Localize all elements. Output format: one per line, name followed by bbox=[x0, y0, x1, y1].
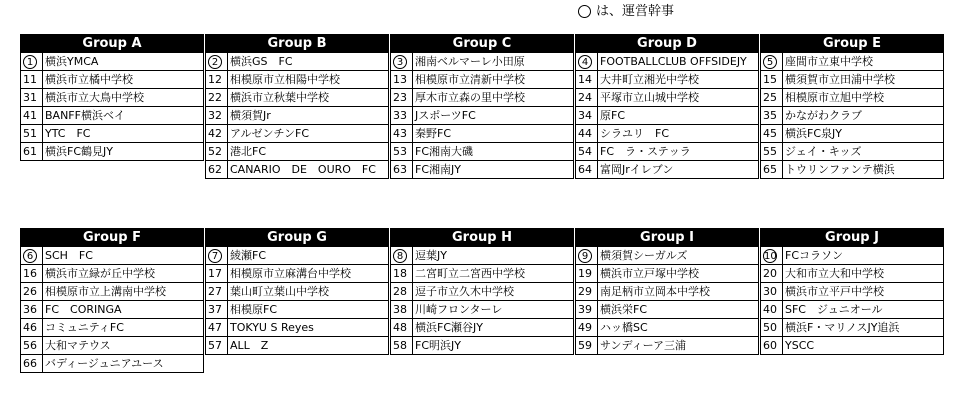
number-text: 57 bbox=[208, 339, 222, 352]
team-name: 大和市立大和中学校 bbox=[783, 265, 944, 283]
team-row bbox=[206, 143, 389, 161]
team-name: 横浜F・マリノスJY追浜 bbox=[783, 319, 944, 337]
group-table bbox=[205, 34, 389, 179]
number-text: 35 bbox=[763, 109, 777, 122]
team-name: 相模原市立麻溝台中学校 bbox=[228, 265, 389, 283]
number-text: 63 bbox=[393, 163, 407, 176]
team-name: 秦野FC bbox=[413, 125, 574, 143]
team-number bbox=[391, 319, 413, 337]
number-text: 60 bbox=[763, 339, 777, 352]
team-name: 相模原市立相陽中学校 bbox=[228, 71, 389, 89]
team-number bbox=[206, 107, 228, 125]
team-row bbox=[21, 301, 204, 319]
team-row bbox=[21, 355, 204, 373]
team-number bbox=[206, 89, 228, 107]
team-number bbox=[206, 265, 228, 283]
circled-number: 3 bbox=[393, 55, 407, 69]
team-name: JスポーツFC bbox=[413, 107, 574, 125]
team-number bbox=[576, 143, 598, 161]
number-text: 29 bbox=[578, 285, 592, 298]
team-number bbox=[206, 301, 228, 319]
team-list bbox=[760, 52, 944, 179]
legend bbox=[578, 4, 674, 20]
team-number bbox=[761, 107, 783, 125]
team-name: かながわクラブ bbox=[783, 107, 944, 125]
team-row bbox=[576, 265, 759, 283]
team-list bbox=[20, 246, 204, 373]
number-text: 44 bbox=[578, 127, 592, 140]
team-number bbox=[206, 71, 228, 89]
team-name: 相模原FC bbox=[228, 301, 389, 319]
number-text: 54 bbox=[578, 145, 592, 158]
team-name: ハッ橋SC bbox=[598, 319, 759, 337]
group-title: Group J bbox=[760, 228, 944, 246]
team-name: 横浜市立平戸中学校 bbox=[783, 283, 944, 301]
team-name: ジェイ・キッズ bbox=[783, 143, 944, 161]
team-row bbox=[761, 71, 944, 89]
team-number bbox=[576, 125, 598, 143]
team-row bbox=[391, 265, 574, 283]
team-row bbox=[206, 161, 389, 179]
team-row bbox=[576, 53, 759, 71]
number-text: 13 bbox=[393, 73, 407, 86]
circled-number: 7 bbox=[208, 249, 222, 263]
number-text: 65 bbox=[763, 163, 777, 176]
team-name: ALL Z bbox=[228, 337, 389, 355]
number-text: 52 bbox=[208, 145, 222, 158]
team-row bbox=[761, 107, 944, 125]
team-row bbox=[761, 265, 944, 283]
team-row bbox=[761, 53, 944, 71]
circled-number: 2 bbox=[208, 55, 222, 69]
team-row bbox=[206, 337, 389, 355]
team-name: 座間市立東中学校 bbox=[783, 53, 944, 71]
number-text: 64 bbox=[578, 163, 592, 176]
number-text: 41 bbox=[23, 109, 37, 122]
team-number bbox=[761, 71, 783, 89]
team-row bbox=[21, 283, 204, 301]
team-row bbox=[206, 71, 389, 89]
team-name: トウリンファンテ横浜 bbox=[783, 161, 944, 179]
team-number bbox=[206, 247, 228, 265]
number-text: 56 bbox=[23, 339, 37, 352]
team-row bbox=[21, 89, 204, 107]
team-list bbox=[575, 246, 759, 355]
group-table bbox=[575, 34, 759, 179]
team-row bbox=[576, 161, 759, 179]
team-number bbox=[761, 337, 783, 355]
team-name: シラユリ FC bbox=[598, 125, 759, 143]
group-title: Group G bbox=[205, 228, 389, 246]
team-row bbox=[576, 247, 759, 265]
team-name: FCコラソン bbox=[783, 247, 944, 265]
team-row bbox=[391, 125, 574, 143]
team-name: 横須賀市立田浦中学校 bbox=[783, 71, 944, 89]
team-name: 横浜YMCA bbox=[43, 53, 204, 71]
team-row bbox=[391, 283, 574, 301]
team-number bbox=[21, 355, 43, 373]
team-row bbox=[391, 247, 574, 265]
team-row bbox=[21, 125, 204, 143]
number-text: 34 bbox=[578, 109, 592, 122]
team-name: アルゼンチンFC bbox=[228, 125, 389, 143]
number-text: 26 bbox=[23, 285, 37, 298]
team-number bbox=[21, 319, 43, 337]
team-name: 湘南ベルマーレ小田原 bbox=[413, 53, 574, 71]
team-row bbox=[206, 301, 389, 319]
team-number bbox=[761, 265, 783, 283]
number-text: 16 bbox=[23, 267, 37, 280]
team-number bbox=[206, 53, 228, 71]
team-name: YTC FC bbox=[43, 125, 204, 143]
team-name: 横浜FC泉JY bbox=[783, 125, 944, 143]
team-row bbox=[761, 247, 944, 265]
team-row bbox=[391, 53, 574, 71]
team-name: サンディーア三浦 bbox=[598, 337, 759, 355]
team-number bbox=[576, 265, 598, 283]
team-name: 横浜栄FC bbox=[598, 301, 759, 319]
team-number bbox=[576, 71, 598, 89]
team-number bbox=[391, 265, 413, 283]
team-name: 横須賀Jr bbox=[228, 107, 389, 125]
team-row bbox=[761, 143, 944, 161]
team-name: 厚木市立森の里中学校 bbox=[413, 89, 574, 107]
team-name: 横浜市立緑が丘中学校 bbox=[43, 265, 204, 283]
group-title: Group H bbox=[390, 228, 574, 246]
team-number bbox=[391, 143, 413, 161]
number-text: 50 bbox=[763, 321, 777, 334]
team-number bbox=[761, 319, 783, 337]
team-name: 南足柄市立岡本中学校 bbox=[598, 283, 759, 301]
team-row bbox=[576, 125, 759, 143]
group-table bbox=[390, 228, 574, 355]
team-row bbox=[761, 337, 944, 355]
team-name: 大井町立湘光中学校 bbox=[598, 71, 759, 89]
team-row bbox=[761, 301, 944, 319]
team-name: YSCC bbox=[783, 337, 944, 355]
group-title: Group E bbox=[760, 34, 944, 52]
team-number bbox=[206, 319, 228, 337]
team-number bbox=[576, 247, 598, 265]
team-number bbox=[761, 161, 783, 179]
number-text: 33 bbox=[393, 109, 407, 122]
team-name: 大和マテウス bbox=[43, 337, 204, 355]
team-name: FOOTBALLCLUB OFFSIDEJY bbox=[598, 53, 759, 71]
number-text: 28 bbox=[393, 285, 407, 298]
group-title: Group F bbox=[20, 228, 204, 246]
team-name: 横浜市立戸塚中学校 bbox=[598, 265, 759, 283]
team-number bbox=[576, 53, 598, 71]
number-text: 15 bbox=[763, 73, 777, 86]
team-name: 横浜GS FC bbox=[228, 53, 389, 71]
group-table bbox=[760, 34, 944, 179]
team-row bbox=[206, 247, 389, 265]
team-number bbox=[21, 107, 43, 125]
team-row bbox=[21, 319, 204, 337]
team-number bbox=[576, 89, 598, 107]
number-text: 51 bbox=[23, 127, 37, 140]
circled-number: 1 bbox=[23, 55, 37, 69]
team-number bbox=[206, 143, 228, 161]
team-name: 綾瀬FC bbox=[228, 247, 389, 265]
team-name: 平塚市立山城中学校 bbox=[598, 89, 759, 107]
team-name: FC ラ・ステッラ bbox=[598, 143, 759, 161]
team-number bbox=[391, 161, 413, 179]
number-text: 38 bbox=[393, 303, 407, 316]
team-row bbox=[391, 107, 574, 125]
team-number bbox=[761, 247, 783, 265]
number-text: 22 bbox=[208, 91, 222, 104]
team-list bbox=[20, 52, 204, 161]
team-number bbox=[391, 107, 413, 125]
number-text: 46 bbox=[23, 321, 37, 334]
number-text: 48 bbox=[393, 321, 407, 334]
group-table bbox=[390, 34, 574, 179]
team-row bbox=[761, 125, 944, 143]
team-name: 横浜市立秋葉中学校 bbox=[228, 89, 389, 107]
team-number bbox=[576, 319, 598, 337]
team-number bbox=[391, 71, 413, 89]
team-name: TOKYU S Reyes bbox=[228, 319, 389, 337]
team-row bbox=[391, 71, 574, 89]
circled-number: 10 bbox=[764, 251, 777, 262]
number-text: 24 bbox=[578, 91, 592, 104]
group-table bbox=[575, 228, 759, 355]
team-row bbox=[761, 283, 944, 301]
team-row bbox=[391, 89, 574, 107]
team-row bbox=[761, 161, 944, 179]
team-name: 横須賀シーガルズ bbox=[598, 247, 759, 265]
number-text: 43 bbox=[393, 127, 407, 140]
number-text: 59 bbox=[578, 339, 592, 352]
number-text: 27 bbox=[208, 285, 222, 298]
team-number bbox=[21, 337, 43, 355]
team-row bbox=[391, 319, 574, 337]
number-text: 39 bbox=[578, 303, 592, 316]
number-text: 14 bbox=[578, 73, 592, 86]
number-text: 36 bbox=[23, 303, 37, 316]
team-number bbox=[21, 143, 43, 161]
team-number bbox=[761, 143, 783, 161]
number-text: 55 bbox=[763, 145, 777, 158]
team-row bbox=[391, 337, 574, 355]
team-row bbox=[21, 107, 204, 125]
number-text: 11 bbox=[23, 73, 37, 86]
number-text: 66 bbox=[23, 357, 37, 370]
number-text: 19 bbox=[578, 267, 592, 280]
team-number bbox=[391, 125, 413, 143]
team-name: 横浜FC鶴見JY bbox=[43, 143, 204, 161]
team-row bbox=[21, 71, 204, 89]
team-list bbox=[390, 52, 574, 179]
team-row bbox=[391, 143, 574, 161]
number-text: 61 bbox=[23, 145, 37, 158]
team-row bbox=[21, 265, 204, 283]
team-number bbox=[761, 283, 783, 301]
team-number bbox=[576, 301, 598, 319]
team-number bbox=[761, 125, 783, 143]
team-number bbox=[576, 337, 598, 355]
team-name: 原FC bbox=[598, 107, 759, 125]
number-text: 25 bbox=[763, 91, 777, 104]
group-table bbox=[20, 228, 204, 373]
group-table bbox=[20, 34, 204, 161]
team-name: FC CORINGA bbox=[43, 301, 204, 319]
circle-icon bbox=[578, 5, 591, 18]
legend-text: は、運営幹事 bbox=[596, 4, 675, 19]
team-number bbox=[206, 337, 228, 355]
team-name: 二宮町立二宮西中学校 bbox=[413, 265, 574, 283]
team-row bbox=[576, 283, 759, 301]
team-list bbox=[205, 246, 389, 355]
team-name: 相模原市立清新中学校 bbox=[413, 71, 574, 89]
team-number bbox=[206, 125, 228, 143]
number-text: 23 bbox=[393, 91, 407, 104]
team-row bbox=[576, 71, 759, 89]
team-row bbox=[761, 319, 944, 337]
team-row bbox=[206, 283, 389, 301]
group-title: Group C bbox=[390, 34, 574, 52]
team-number bbox=[21, 53, 43, 71]
number-text: 20 bbox=[763, 267, 777, 280]
group-table bbox=[205, 228, 389, 355]
team-number bbox=[21, 247, 43, 265]
team-number bbox=[206, 161, 228, 179]
team-row bbox=[391, 161, 574, 179]
team-name: 相模原市立旭中学校 bbox=[783, 89, 944, 107]
team-name: SCH FC bbox=[43, 247, 204, 265]
team-number bbox=[21, 301, 43, 319]
team-name: 港北FC bbox=[228, 143, 389, 161]
team-row bbox=[576, 319, 759, 337]
team-number bbox=[391, 247, 413, 265]
team-row bbox=[761, 89, 944, 107]
team-number bbox=[576, 107, 598, 125]
team-row bbox=[576, 107, 759, 125]
number-text: 31 bbox=[23, 91, 37, 104]
team-name: 富岡Jrイレブン bbox=[598, 161, 759, 179]
number-text: 62 bbox=[208, 163, 222, 176]
team-number bbox=[761, 89, 783, 107]
team-number bbox=[391, 283, 413, 301]
team-name: 相模原市立上溝南中学校 bbox=[43, 283, 204, 301]
team-name: 逗葉JY bbox=[413, 247, 574, 265]
team-number bbox=[391, 89, 413, 107]
number-text: 53 bbox=[393, 145, 407, 158]
group-title: Group B bbox=[205, 34, 389, 52]
circled-number: 4 bbox=[578, 55, 592, 69]
number-text: 42 bbox=[208, 127, 222, 140]
team-list bbox=[760, 246, 944, 355]
team-row bbox=[576, 143, 759, 161]
team-row bbox=[21, 143, 204, 161]
team-list bbox=[390, 246, 574, 355]
number-text: 45 bbox=[763, 127, 777, 140]
team-name: 逗子市立久木中学校 bbox=[413, 283, 574, 301]
number-text: 58 bbox=[393, 339, 407, 352]
number-text: 32 bbox=[208, 109, 222, 122]
team-name: 横浜市立橘中学校 bbox=[43, 71, 204, 89]
group-table bbox=[760, 228, 944, 355]
team-name: BANFF横浜ベイ bbox=[43, 107, 204, 125]
team-row bbox=[21, 337, 204, 355]
team-row bbox=[576, 337, 759, 355]
team-name: FC明浜JY bbox=[413, 337, 574, 355]
team-number bbox=[206, 283, 228, 301]
circled-number: 8 bbox=[393, 249, 407, 263]
number-text: 17 bbox=[208, 267, 222, 280]
team-number bbox=[21, 125, 43, 143]
circled-number: 9 bbox=[578, 249, 592, 263]
team-name: 葉山町立葉山中学校 bbox=[228, 283, 389, 301]
number-text: 30 bbox=[763, 285, 777, 298]
team-name: 横浜FC瀬谷JY bbox=[413, 319, 574, 337]
team-number bbox=[391, 301, 413, 319]
team-number bbox=[21, 283, 43, 301]
team-number bbox=[21, 265, 43, 283]
team-number bbox=[761, 53, 783, 71]
circled-number: 5 bbox=[763, 55, 777, 69]
team-number bbox=[21, 89, 43, 107]
team-number bbox=[576, 161, 598, 179]
team-name: 横浜市立大鳥中学校 bbox=[43, 89, 204, 107]
team-number bbox=[391, 337, 413, 355]
team-number bbox=[21, 71, 43, 89]
team-row bbox=[206, 319, 389, 337]
team-row bbox=[206, 265, 389, 283]
team-name: CANARIO DE OURO FC bbox=[228, 161, 389, 179]
team-number bbox=[576, 283, 598, 301]
team-list bbox=[205, 52, 389, 179]
team-row bbox=[391, 301, 574, 319]
number-text: 47 bbox=[208, 321, 222, 334]
group-title: Group D bbox=[575, 34, 759, 52]
team-number bbox=[761, 301, 783, 319]
number-text: 37 bbox=[208, 303, 222, 316]
team-name: バディージュニアユース bbox=[43, 355, 204, 373]
team-name: SFC ジュニオール bbox=[783, 301, 944, 319]
team-row bbox=[21, 247, 204, 265]
number-text: 12 bbox=[208, 73, 222, 86]
group-title: Group I bbox=[575, 228, 759, 246]
team-row bbox=[206, 125, 389, 143]
number-text: 18 bbox=[393, 267, 407, 280]
team-row bbox=[21, 53, 204, 71]
team-list bbox=[575, 52, 759, 179]
number-text: 49 bbox=[578, 321, 592, 334]
team-row bbox=[206, 89, 389, 107]
team-row bbox=[576, 89, 759, 107]
team-row bbox=[206, 53, 389, 71]
team-row bbox=[576, 301, 759, 319]
team-name: FC湘南大磯 bbox=[413, 143, 574, 161]
team-name: FC湘南JY bbox=[413, 161, 574, 179]
team-name: 川崎フロンターレ bbox=[413, 301, 574, 319]
team-row bbox=[206, 107, 389, 125]
number-text: 40 bbox=[763, 303, 777, 316]
group-title: Group A bbox=[20, 34, 204, 52]
team-name: コミュニティFC bbox=[43, 319, 204, 337]
team-number bbox=[391, 53, 413, 71]
circled-number: 6 bbox=[23, 249, 37, 263]
